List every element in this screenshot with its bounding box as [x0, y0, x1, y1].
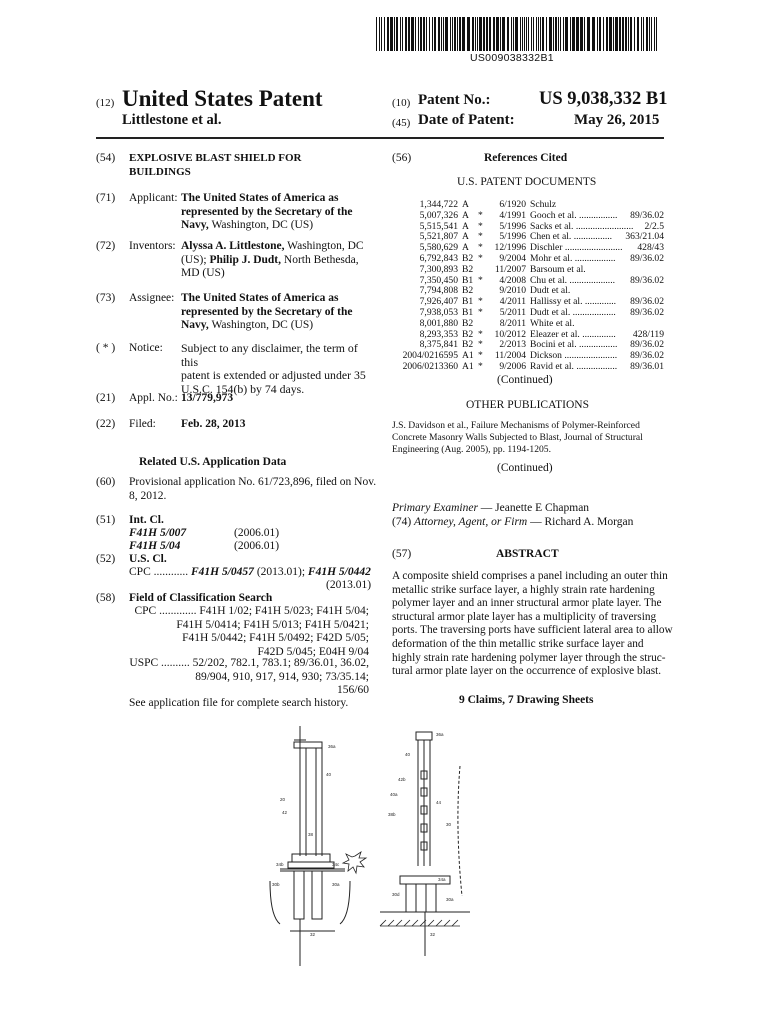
reference-star: *	[478, 252, 483, 264]
reference-star: *	[478, 242, 483, 254]
reference-num: 7,926,407	[419, 296, 458, 308]
reference-cls: 89/36.02	[630, 274, 664, 286]
reference-num: 5,521,807	[419, 231, 458, 243]
reference-star: *	[478, 274, 483, 286]
svg-text:20: 20	[280, 797, 286, 802]
date-of-patent: May 26, 2015	[574, 112, 660, 128]
svg-text:36a: 36a	[436, 732, 444, 737]
reference-date: 4/2011	[499, 296, 526, 308]
reference-name: Mohr et al. .................	[530, 252, 616, 264]
reference-kind: A1	[462, 360, 474, 372]
notice-code: ( * )	[96, 342, 116, 354]
intcl-label: Int. Cl.	[129, 514, 164, 526]
svg-text:30a: 30a	[446, 897, 454, 902]
inventors-code: (72)	[96, 240, 116, 252]
cpc-line: CPC ............ F41H 5/0457 (2013.01); F41H 5/0442	[129, 566, 371, 578]
claims-summary: 9 Claims, 7 Drawing Sheets	[459, 694, 594, 706]
references-table	[392, 200, 664, 373]
reference-cls: 89/36.01	[630, 360, 664, 372]
reference-cls: 428/43	[637, 242, 664, 254]
reference-num: 7,300,893	[419, 263, 458, 275]
pubs-continued: (Continued)	[497, 462, 553, 474]
reference-name: Bocini et al. ................	[530, 339, 618, 351]
intcl-class-2: F41H 5/04	[129, 540, 181, 552]
reference-cls: 89/36.02	[630, 209, 664, 221]
reference-date: 2/2013	[499, 339, 526, 351]
other-pubs-heading: OTHER PUBLICATIONS	[466, 399, 589, 411]
reference-num: 5,007,326	[419, 209, 458, 221]
reference-kind: B1	[462, 306, 474, 318]
reference-star: *	[478, 209, 483, 221]
reference-kind: A	[462, 231, 469, 243]
filed-code: (22)	[96, 418, 116, 430]
reference-num: 2006/0213360	[402, 360, 458, 372]
intcl-version-2: (2006.01)	[234, 540, 280, 552]
reference-kind: B2	[462, 252, 474, 264]
svg-text:36a: 36a	[328, 744, 336, 749]
reference-num: 5,515,541	[419, 220, 458, 232]
svg-text:40: 40	[326, 772, 332, 777]
field-code: (58)	[96, 592, 116, 604]
reference-num: 8,375,841	[419, 339, 458, 351]
reference-date: 9/2006	[499, 360, 526, 372]
appl-code: (21)	[96, 392, 116, 404]
reference-name: Dudt et al.	[530, 285, 571, 297]
reference-date: 12/1996	[494, 242, 526, 254]
reference-date: 9/2004	[499, 252, 526, 264]
svg-text:32: 32	[430, 932, 436, 937]
reference-row	[392, 265, 664, 276]
appl-label: Appl. No.:	[129, 392, 178, 404]
notice: Subject to any disclaimer, the term of this patent is extended or adjusted under 35 U.S.C. 154(b) by 74 days.	[181, 341, 366, 396]
header-rule	[96, 137, 664, 139]
patent-no-label: Patent No.:	[418, 92, 491, 108]
abstract-heading: ABSTRACT	[496, 548, 559, 560]
reference-name: Gooch et al. ................	[530, 209, 618, 221]
svg-text:40a: 40a	[390, 792, 398, 797]
reference-name: Barsoum et al.	[530, 263, 586, 275]
reference-name: Dudt et al. ..................	[530, 306, 616, 318]
svg-text:44: 44	[436, 800, 442, 805]
reference-cls: 2/2.5	[644, 220, 664, 232]
doc-kind-title: United States Patent	[122, 86, 323, 111]
reference-num: 6,792,843	[419, 252, 458, 264]
provisional: Provisional application No. 61/723,896, filed on Nov. 8, 2012.	[129, 476, 377, 502]
inventors-short: Littlestone et al.	[122, 112, 222, 128]
reference-kind: B2	[462, 328, 474, 340]
reference-name: Chu et al. ...................	[530, 274, 616, 286]
reference-num: 5,580,629	[419, 242, 458, 254]
field-cpc: CPC ............. F41H 1/02; F41H 5/023; F41H 5/04; F41H 5/0414; F41H 5/013; F41H 5/0421; F41H 5/0442; F41H 5/0492; F42D 5/05; F42D 5/045; E04H 9/04	[134, 605, 369, 658]
svg-text:38: 38	[308, 832, 314, 837]
reference-date: 8/2011	[499, 317, 526, 329]
svg-text:34b: 34b	[276, 862, 284, 867]
reference-kind: B2	[462, 263, 474, 275]
reference-kind: B1	[462, 274, 474, 286]
reference-name: White et al.	[530, 317, 575, 329]
reference-star: *	[478, 306, 483, 318]
patent-no-code: (10)	[392, 97, 411, 109]
reference-star: *	[478, 220, 483, 232]
abstract-text: A composite shield comprises a panel including an outer thin metallic strike surface layer, a highly strain rate hardening polymer layer and an inner structural armor plate layer. The structural armor plate layer has a multiplicity of traversing ports. The traversing ports have sufficient lateral area to allow deformation of the thin metallic strike surface layer and highly strain rate hardening polymer layer through the struc- tural armor plate layer on the occurrence of explosive blast.	[392, 570, 673, 678]
reference-star: *	[478, 339, 483, 351]
field-label: Field of Classification Search	[129, 592, 273, 604]
reference-num: 1,344,722	[419, 199, 458, 210]
svg-text:34c: 34c	[332, 862, 340, 867]
reference-name: Eleazer et al. ..............	[530, 328, 616, 340]
assignee-label: Assignee:	[129, 292, 175, 304]
reference-cls: 363/21.04	[625, 231, 664, 243]
reference-row	[392, 319, 664, 330]
primary-examiner: Primary Examiner — Jeanette E Chapman	[392, 502, 590, 514]
reference-cls: 89/36.02	[630, 339, 664, 351]
reference-kind: B2	[462, 339, 474, 351]
applicant-code: (71)	[96, 192, 116, 204]
reference-kind: B2	[462, 285, 474, 297]
patent-no: US 9,038,332 B1	[539, 89, 668, 109]
intcl-version-1: (2006.01)	[234, 527, 280, 539]
reference-date: 5/2011	[499, 306, 526, 318]
reference-name: Chen et al. ................	[530, 231, 613, 243]
front-page-drawing	[250, 726, 490, 976]
assignee-code: (73)	[96, 292, 116, 304]
appl-no: 13/779,973	[181, 392, 234, 404]
svg-text:42: 42	[282, 810, 288, 815]
reference-cls: 89/36.02	[630, 252, 664, 264]
attorney: (74) Attorney, Agent, or Firm — Richard A. Morgan	[392, 516, 634, 528]
refs-code: (56)	[392, 152, 412, 164]
reference-cls: 89/36.02	[630, 296, 664, 308]
reference-date: 11/2007	[494, 263, 526, 275]
cpc-b-version: (2013.01)	[326, 579, 372, 591]
uscl-code: (52)	[96, 553, 116, 565]
reference-name: Dischler ........................	[530, 242, 623, 254]
reference-cls: 89/36.02	[630, 350, 664, 362]
reference-name: Sacks et al. ........................	[530, 220, 634, 232]
reference-kind: B2	[462, 317, 474, 329]
reference-row	[392, 362, 664, 373]
applicant: The United States of America as represented by the Secretary of the Navy, Washington, DC (US)	[181, 192, 353, 231]
reference-cls: 89/36.02	[630, 306, 664, 318]
other-pubs: J.S. Davidson et al., Failure Mechanisms of Polymer-Reinforced Concrete Masonry Walls Subjected to Blast, Journal of Structural Engineering (Aug. 2005), pp. 1194-1205.	[392, 420, 643, 456]
abstract-code: (57)	[392, 548, 412, 560]
reference-kind: A	[462, 242, 469, 254]
reference-name: Hallissy et al. .............	[530, 296, 617, 308]
svg-text:30b: 30b	[272, 882, 280, 887]
assignee: The United States of America as represented by the Secretary of the Navy, Washington, DC (US)	[181, 292, 353, 331]
reference-star: *	[478, 360, 483, 372]
applicant-label: Applicant:	[129, 192, 178, 204]
reference-num: 2004/0216595	[402, 350, 458, 362]
refs-heading: References Cited	[484, 152, 568, 164]
svg-text:40: 40	[405, 752, 411, 757]
filed-label: Filed:	[129, 418, 156, 430]
field-uspc: USPC .......... 52/202, 782.1, 783.1; 89/36.01, 36.02, 89/904, 910, 917, 914, 930; 73/35.14; 156/60	[129, 657, 369, 696]
reference-date: 11/2004	[494, 350, 526, 362]
reference-row	[392, 211, 664, 222]
reference-date: 9/2010	[499, 285, 526, 297]
provisional-code: (60)	[96, 476, 116, 488]
reference-name: Schulz	[530, 199, 557, 210]
reference-num: 7,794,808	[419, 285, 458, 297]
svg-text:32: 32	[310, 932, 316, 937]
reference-date: 4/2008	[499, 274, 526, 286]
svg-text:42b: 42b	[398, 777, 406, 782]
reference-star: *	[478, 328, 483, 340]
reference-kind: B1	[462, 296, 474, 308]
filed-date: Feb. 28, 2013	[181, 418, 246, 430]
reference-kind: A	[462, 199, 469, 210]
uscl-label: U.S. Cl.	[129, 553, 167, 565]
reference-date: 5/1996	[499, 220, 526, 232]
refs-continued: (Continued)	[497, 374, 553, 386]
reference-name: Dickson ......................	[530, 350, 618, 362]
svg-text:30a: 30a	[332, 882, 340, 887]
reference-date: 6/1920	[499, 199, 526, 210]
us-docs-heading: U.S. PATENT DOCUMENTS	[457, 176, 597, 188]
reference-name: Ravid et al. .................	[530, 360, 618, 372]
reference-date: 5/1996	[499, 231, 526, 243]
intcl-class-1: F41H 5/007	[129, 527, 187, 539]
reference-num: 8,293,353	[419, 328, 458, 340]
inventors-label: Inventors:	[129, 240, 176, 252]
intcl-code: (51)	[96, 514, 116, 526]
notice-label: Notice:	[129, 342, 163, 354]
reference-star: *	[478, 350, 483, 362]
barcode	[376, 17, 660, 51]
barcode-text: US009038332B1	[470, 52, 554, 64]
reference-cls: 428/119	[632, 328, 664, 340]
reference-num: 8,001,880	[419, 317, 458, 329]
reference-kind: A	[462, 220, 469, 232]
doc-kind-code: (12)	[96, 97, 115, 109]
patent-title: EXPLOSIVE BLAST SHIELD FOR BUILDINGS	[129, 152, 302, 178]
svg-text:34a: 34a	[438, 877, 446, 882]
svg-text:30: 30	[446, 822, 452, 827]
title-code: (54)	[96, 152, 116, 164]
related-heading: Related U.S. Application Data	[139, 456, 287, 468]
reference-star: *	[478, 296, 483, 308]
reference-kind: A1	[462, 350, 474, 362]
reference-num: 7,350,450	[419, 274, 458, 286]
reference-star: *	[478, 231, 483, 243]
inventors: Alyssa A. Littlestone, Washington, DC (US); Philip J. Dudt, North Bethesda, MD (US)	[181, 240, 364, 279]
date-code: (45)	[392, 117, 411, 129]
see-application: See application file for complete search history.	[129, 697, 349, 709]
svg-text:30d: 30d	[392, 892, 400, 897]
svg-text:38b: 38b	[388, 812, 396, 817]
date-label: Date of Patent:	[418, 112, 515, 128]
reference-num: 7,938,053	[419, 306, 458, 318]
reference-date: 4/1991	[499, 209, 526, 221]
reference-kind: A	[462, 209, 469, 221]
reference-date: 10/2012	[494, 328, 526, 340]
